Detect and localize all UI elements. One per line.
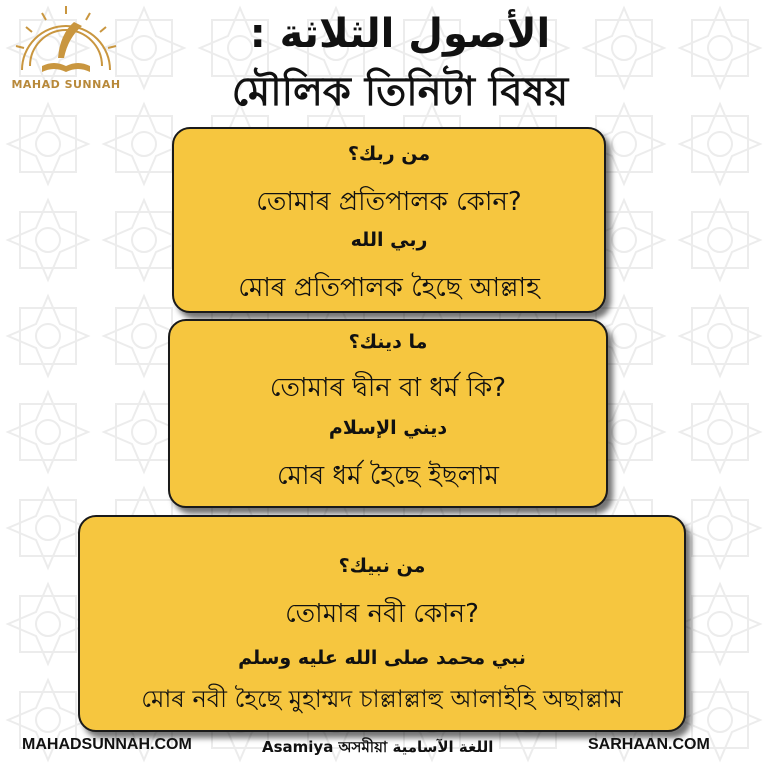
question-arabic: ما دينك؟ <box>348 331 428 353</box>
question-arabic: من ربك؟ <box>347 143 431 165</box>
answer-arabic: نبي محمد صلى الله عليه وسلم <box>238 647 526 669</box>
question-arabic: من نبيك؟ <box>338 555 426 577</box>
qa-box-religion <box>168 319 608 508</box>
logo-text: MAHAD SUNNAH <box>11 78 121 91</box>
question-assamese: তোমাৰ দ্বীন বা ধৰ্ম কি? <box>269 373 507 403</box>
answer-arabic: ربي الله <box>350 229 428 251</box>
qa-box-prophet <box>78 515 686 732</box>
footer-website-right: SARHAAN.COM <box>588 736 710 753</box>
footer-language-label: Asamiya অসমীয়া اللغة الآسامية <box>262 738 494 756</box>
answer-assamese: মোৰ ধৰ্ম হৈছে ইছলাম <box>277 461 499 491</box>
answer-assamese: মোৰ নবী হৈছে মুহাম্মদ চাল্লাল্লাহু আলাইহি অছাল্লাম <box>141 685 623 713</box>
answer-assamese: মোৰ প্ৰতিপালক হৈছে আল্লাহ <box>238 273 540 303</box>
qa-box-lord <box>172 127 606 313</box>
question-assamese: তোমাৰ প্ৰতিপালক কোন? <box>256 187 522 217</box>
title-assamese: মৌলিক তিনিটা বিষয় <box>231 69 569 115</box>
footer-website-left: MAHADSUNNAH.COM <box>22 736 192 753</box>
quill-book-icon <box>2 4 130 84</box>
title-arabic: الأصول الثلاثة : <box>249 11 551 57</box>
mahad-sunnah-logo <box>2 4 130 106</box>
answer-arabic: ديني الإسلام <box>328 417 448 439</box>
question-assamese: তোমাৰ নবী কোন? <box>285 599 479 629</box>
